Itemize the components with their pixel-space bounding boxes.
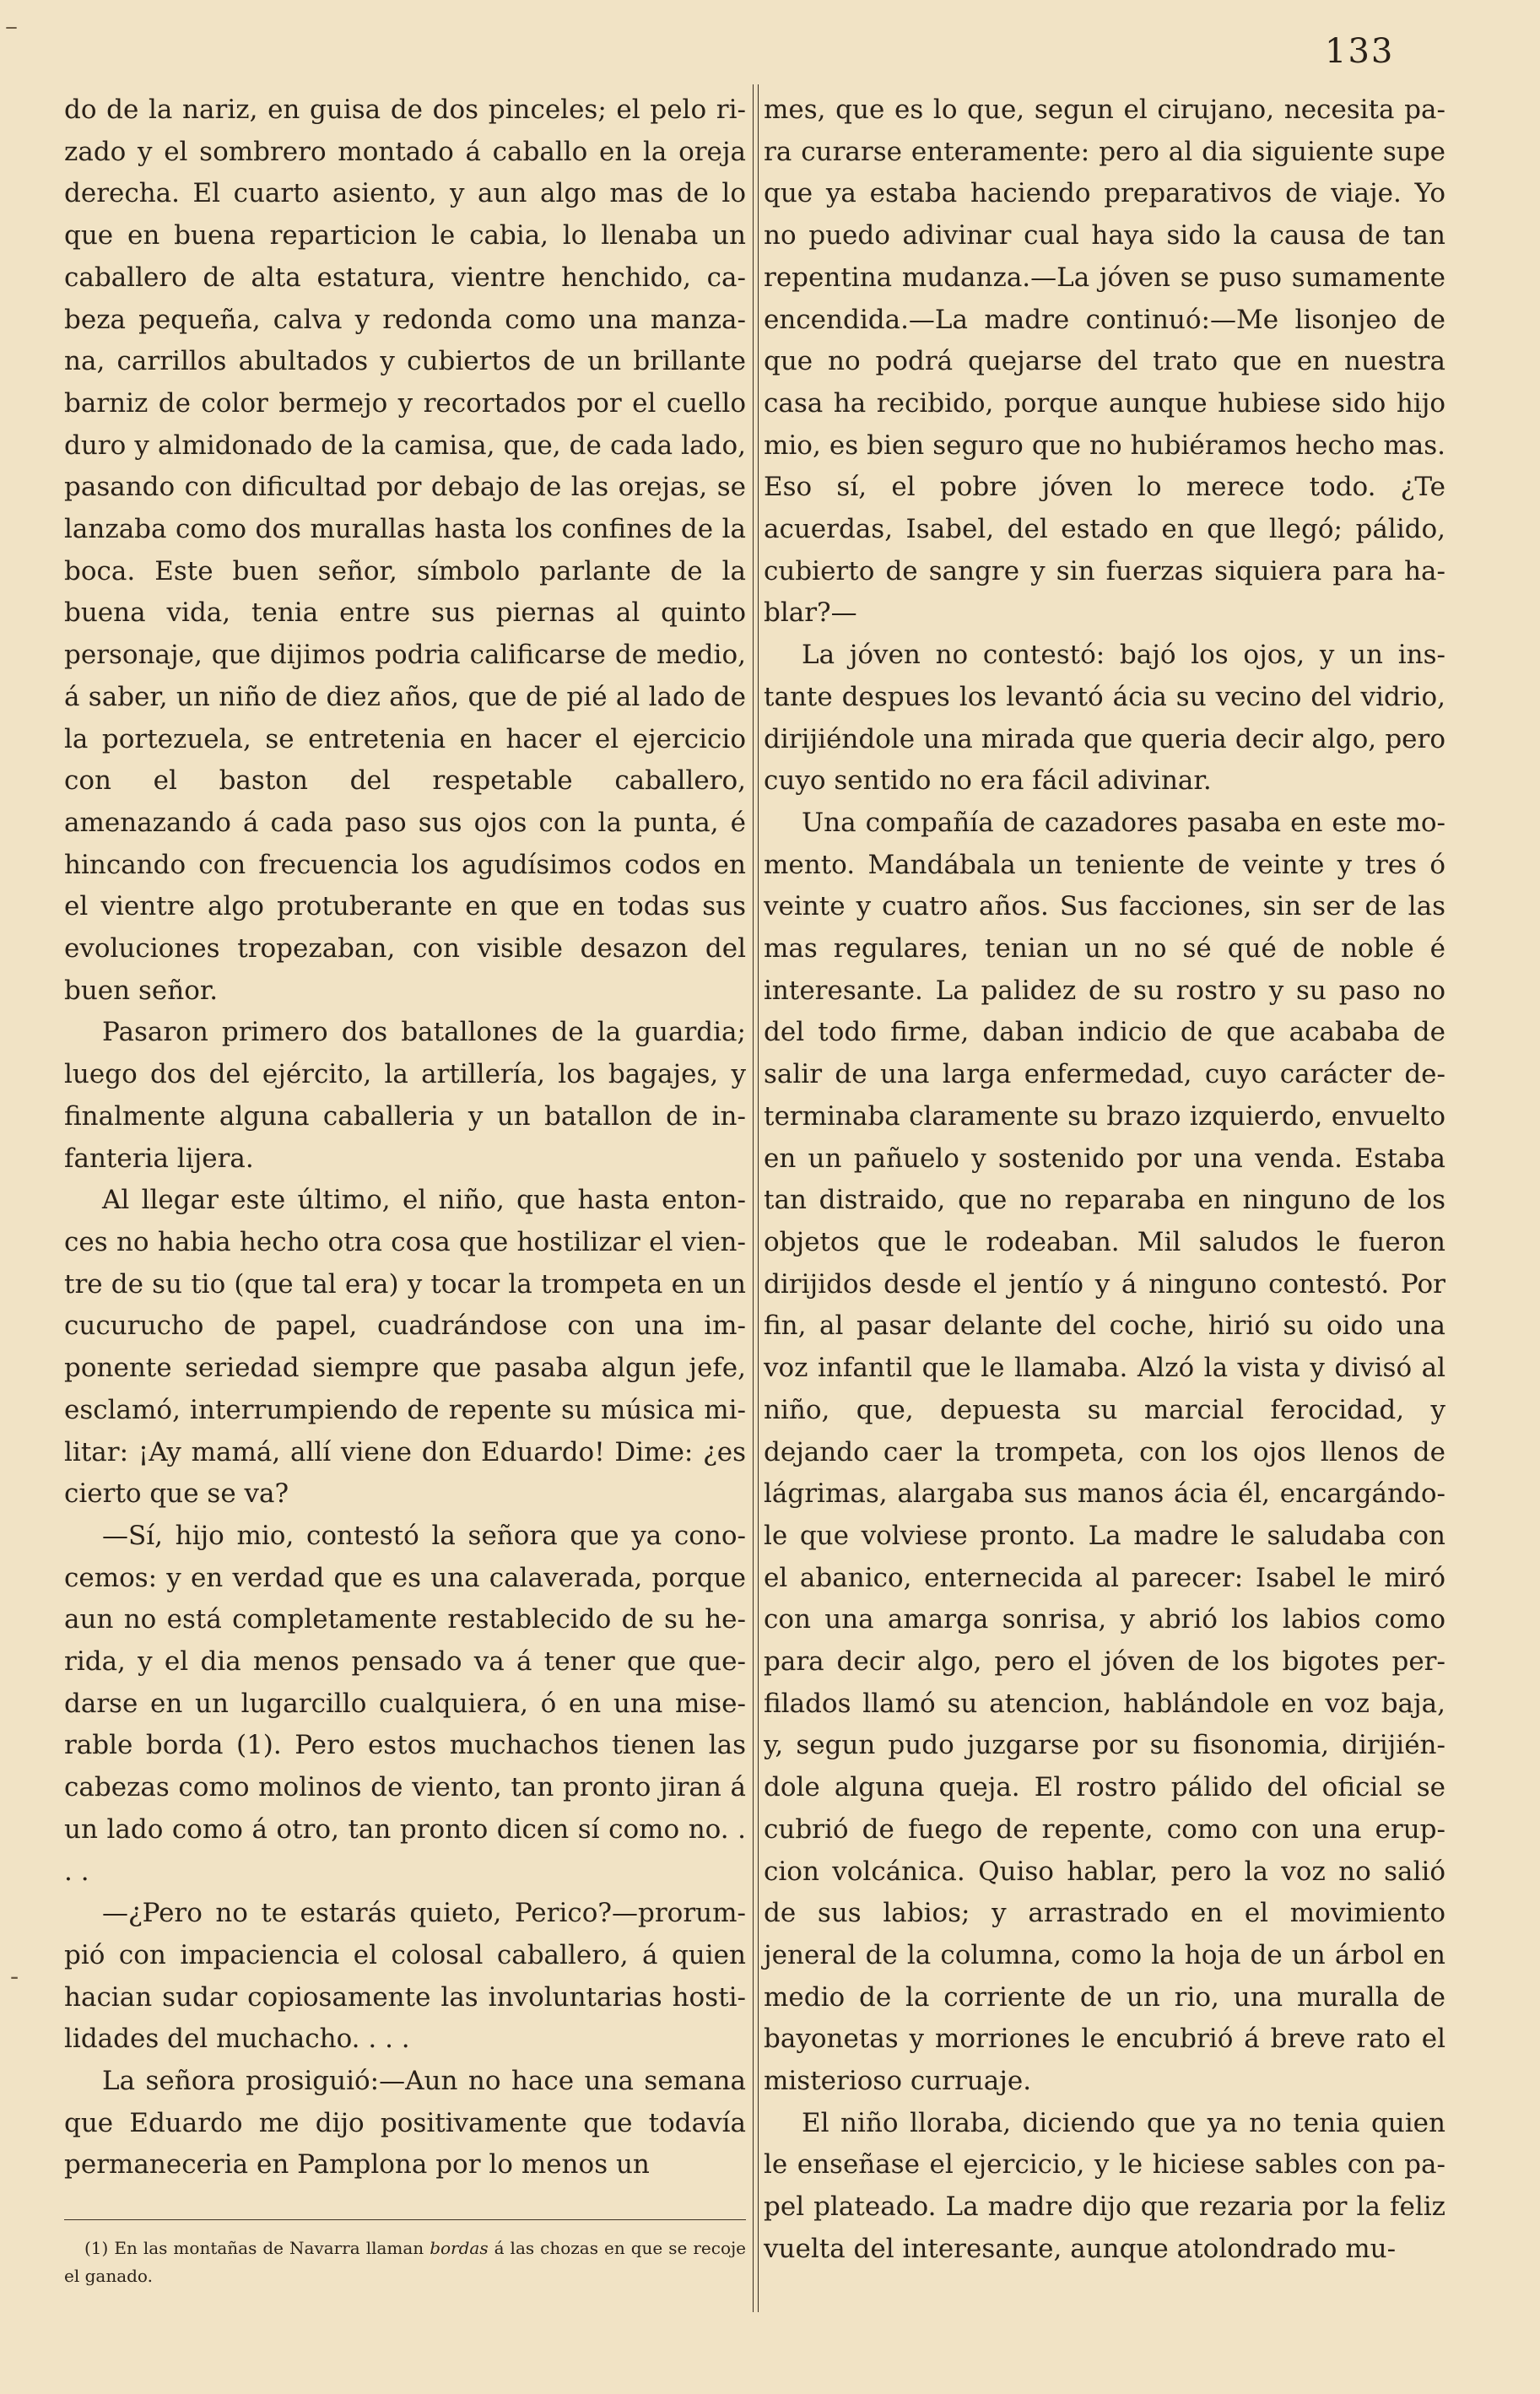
paragraph: —Sí, hijo mio, contestó la señora que ya conocemos: y en verdad que es una calaverada, porque aun no está completamente restablecido de su herida, y el dia menos pensado va á tener que quedarse en un lugarcillo cualquiera, ó en una miserable borda (1). Pero estos muchachos tienen las cabezas como molinos de viento, tan pronto jiran á un lado como á otro, tan pronto dicen sí como no. . . . — [64, 1520, 746, 1887]
paragraph: mes, que es lo que, segun el cirujano, necesita para curarse enteramente: pero al dia siguiente supe que ya estaba haciendo preparativos de viaje. Yo no puedo adivinar cual haya sido la causa de tan repentina mudanza.—La jóven se puso sumamente encendida.—La madre continuó:—Me lisonjeo de que no podrá quejarse del trato que en nuestra casa ha recibido, porque aunque hubiese sido hijo mio, es bien seguro que no hubiéramos hecho mas. Eso sí, el pobre jóven lo merece todo. ¿Te acuerdas, Isabel, del estado en que llegó; pálido, cubierto de sangre y sin fuerzas siquiera para hablar?— — [764, 95, 1445, 629]
margin-mark-side: - — [10, 1962, 19, 1991]
left-column — [64, 89, 746, 2186]
paragraph: —¿Pero no te estarás quieto, Perico?—prorumpió con impaciencia el colosal caballero, á quien hacian sudar copiosamente las involuntarias hostilidades del muchacho. . . . — [64, 1898, 746, 2055]
paragraph: La señora prosiguió:—Aun no hace una semana que Eduardo me dijo positivamente que todavía permaneceria en Pamplona por lo menos un — [64, 2066, 746, 2181]
footnote-text: En las montañas de Navarra llaman — [114, 2238, 424, 2258]
page-number: 133 — [1325, 32, 1395, 71]
column-divider — [753, 84, 754, 2312]
footnote-rule — [64, 2219, 746, 2220]
paragraph: El niño lloraba, diciendo que ya no tenia quien le enseñase el ejercicio, y le hiciese sables con papel plateado. La madre dijo que rezaria por la feliz vuelta del interesante, aunque atolondrado mu- — [764, 2107, 1445, 2264]
paragraph: Pasaron primero dos batallones de la guardia; luego dos del ejército, la artillería, los bagajes, y finalmente alguna caballeria y un batallon de infanteria lijera. — [64, 1017, 746, 1174]
footnote-italic-word: bordas — [430, 2238, 489, 2258]
margin-mark-top: – — [5, 12, 18, 41]
footnote-mark: (1) — [84, 2238, 109, 2258]
column-divider — [758, 84, 759, 2312]
paragraph: Al llegar este último, el niño, que hasta entonces no habia hecho otra cosa que hostilizar el vientre de su tio (que tal era) y tocar la trompeta en un cucurucho de papel, cuadrándose con una imponente seriedad siempre que pasaba algun jefe, esclamó, interrumpiendo de repente su música militar: ¡Ay mamá, allí viene don Eduardo! Dime: ¿es cierto que se va? — [64, 1185, 746, 1510]
paragraph: Una compañía de cazadores pasaba en este momento. Mandábala un teniente de veinte y tres ó veinte y cuatro años. Sus facciones, sin ser de las mas regulares, tenian un no sé qué de noble é interesante. La palidez de su rostro y su paso no del todo firme, daban indicio de que acababa de salir de una larga enfermedad, cuyo carácter determinaba claramente su brazo izquierdo, envuelto en un pañuelo y sostenido por una venda. Estaba tan distraido, que no reparaba en ninguno de los objetos que le rodeaban. Mil saludos le fueron dirijidos desde el jentío y á ninguno contestó. Por fin, al pasar delante del coche, hirió su oido una voz infantil que le llamaba. Alzó la vista y divisó al niño, que, depuesta su marcial ferocidad, y dejando caer la trompeta, con los ojos llenos de lágrimas, alargaba sus manos ácia él, encargándole que volviese pronto. La madre le saludaba con el abanico, enternecida al parecer: Isabel le miró con una amarga sonrisa, y abrió los labios como para decir algo, pero el jóven de los bigotes perfilados llamó su atencion, hablándole en voz baja, y, segun pudo juzgarse por su fisonomia, dirijiéndole alguna queja. El rostro pálido del oficial se cubrió de fuego de repente, como con una erupcion volcánica. Quiso hablar, pero la voz no salió de sus labios; y arrastrado en el movimiento jeneral de la columna, como la hoja de un árbol en medio de la corriente de un rio, una muralla de bayonetas y morriones le encubrió á breve rato el misterioso curruaje. — [764, 807, 1445, 2097]
footnote — [64, 2235, 746, 2290]
right-column — [764, 89, 1445, 2271]
paragraph: La jóven no contestó: bajó los ojos, y un instante despues los levantó ácia su vecino del vidrio, dirijiéndole una mirada que queria decir algo, pero cuyo sentido no era fácil adivinar. — [764, 640, 1445, 797]
footnote-text: á las chozas en que se recoje el ganado. — [64, 2238, 747, 2286]
paragraph: do de la nariz, en guisa de dos pinceles; el pelo rizado y el sombrero montado á caballo en la oreja derecha. El cuarto asiento, y aun algo mas de lo que en buena reparticion le cabia, lo llenaba un caballero de alta estatura, vientre henchido, cabeza pequeña, calva y redonda como una manzana, carrillos abultados y cubiertos de un brillante barniz de color bermejo y recortados por el cuello duro y almidonado de la camisa, que, de cada lado, pasando con dificultad por debajo de las orejas, se lanzaba como dos murallas hasta los confines de la boca. Este buen señor, símbolo parlante de la buena vida, tenia entre sus piernas al quinto personaje, que dijimos podria calificarse de medio, á saber, un niño de diez años, que de pié al lado de la portezuela, se entretenia en hacer el ejercicio con el baston del respetable caballero, amenazando á cada paso sus ojos con la punta, é hincando con frecuencia los agudísimos codos en el vientre algo protuberante en que en todas sus evoluciones tropezaban, con visible desazon del buen señor. — [64, 95, 746, 1006]
